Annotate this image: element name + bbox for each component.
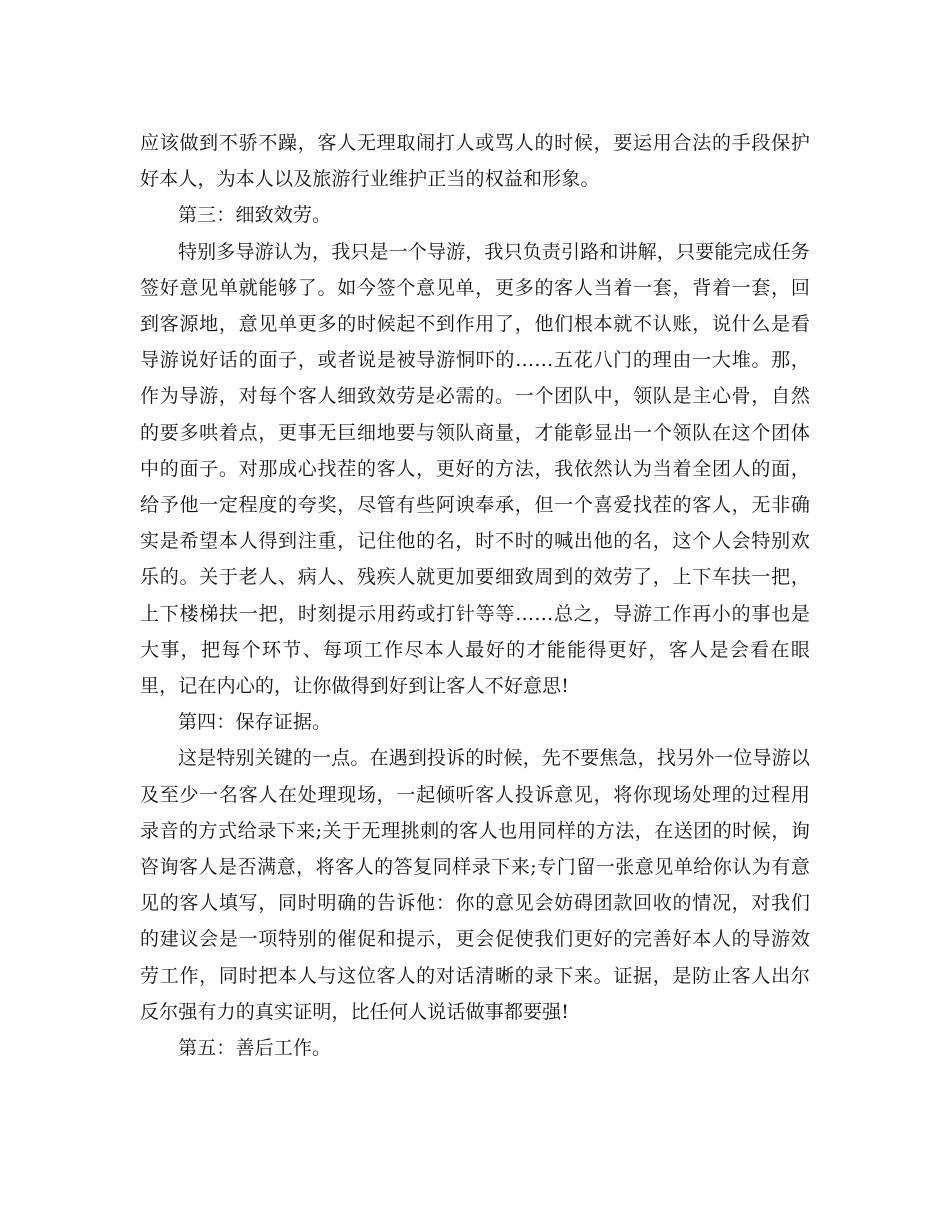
- paragraph-detailed-service: 特别多导游认为，我只是一个导游，我只负责引路和讲解，只要能完成任务签好意见单就能够了。如今签个意见单，更多的客人当着一套，背着一套，回到客源地，意见单更多的时候起不到作用了，他们根本就不认账，说什么是看导游说好话的面子，或者说是被导游恫吓的……五花八门的理由一大堆。那，作为导游，对每个客人细致效劳是必需的。一个团队中，领队是主心骨，自然的要多哄着点，更事无巨细地要与领队商量，才能彰显出一个领队在这个团体中的面子。对那成心找茬的客人，更好的方法，我依然认为当着全团人的面，给予他一定程度的夸奖，尽管有些阿谀奉承，但一个喜爱找茬的客人，无非确实是希望本人得到注重，记住他的名，时不时的喊出他的名，这个人会特别欢乐的。关于老人、病人、残疾人就更加要细致周到的效劳了，上下车扶一把，上下楼梯扶一把，时刻提示用药或打针等等……总之，导游工作再小的事也是大事，把每个环节、每项工作尽本人最好的才能能得更好，客人是会看在眼里，记在内心的，让你做得到好到让客人不好意思!: [140, 240, 810, 698]
- section-heading-third: 第三：细致效劳。: [178, 204, 332, 227]
- section-heading-fourth: 第四：保存证据。: [178, 711, 332, 734]
- document-body: [140, 125, 810, 1066]
- section-heading-fifth: 第五：善后工作。: [178, 1037, 332, 1060]
- paragraph-continuation: 应该做到不骄不躁，客人无理取闹打人或骂人的时候，要运用合法的手段保护好本人，为本人以及旅游行业维护正当的权益和形象。: [140, 132, 810, 191]
- paragraph-keep-evidence: 这是特别关键的一点。在遇到投诉的时候，先不要焦急，找另外一位导游以及至少一名客人在处理现场，一起倾听客人投诉意见，将你现场处理的过程用录音的方式给录下来;关于无理挑刺的客人也用同样的方法，在送团的时候，询咨询客人是否满意，将客人的答复同样录下来;专门留一张意见单给你认为有意见的客人填写，同时明确的告诉他：你的意见会妨碍团款回收的情况，对我们的建议会是一项特别的催促和提示，更会促使我们更好的完善好本人的导游效劳工作，同时把本人与这位客人的对话清晰的录下来。证据，是防止客人出尔反尔强有力的真实证明，比任何人说话做事都要强!: [140, 747, 810, 1023]
